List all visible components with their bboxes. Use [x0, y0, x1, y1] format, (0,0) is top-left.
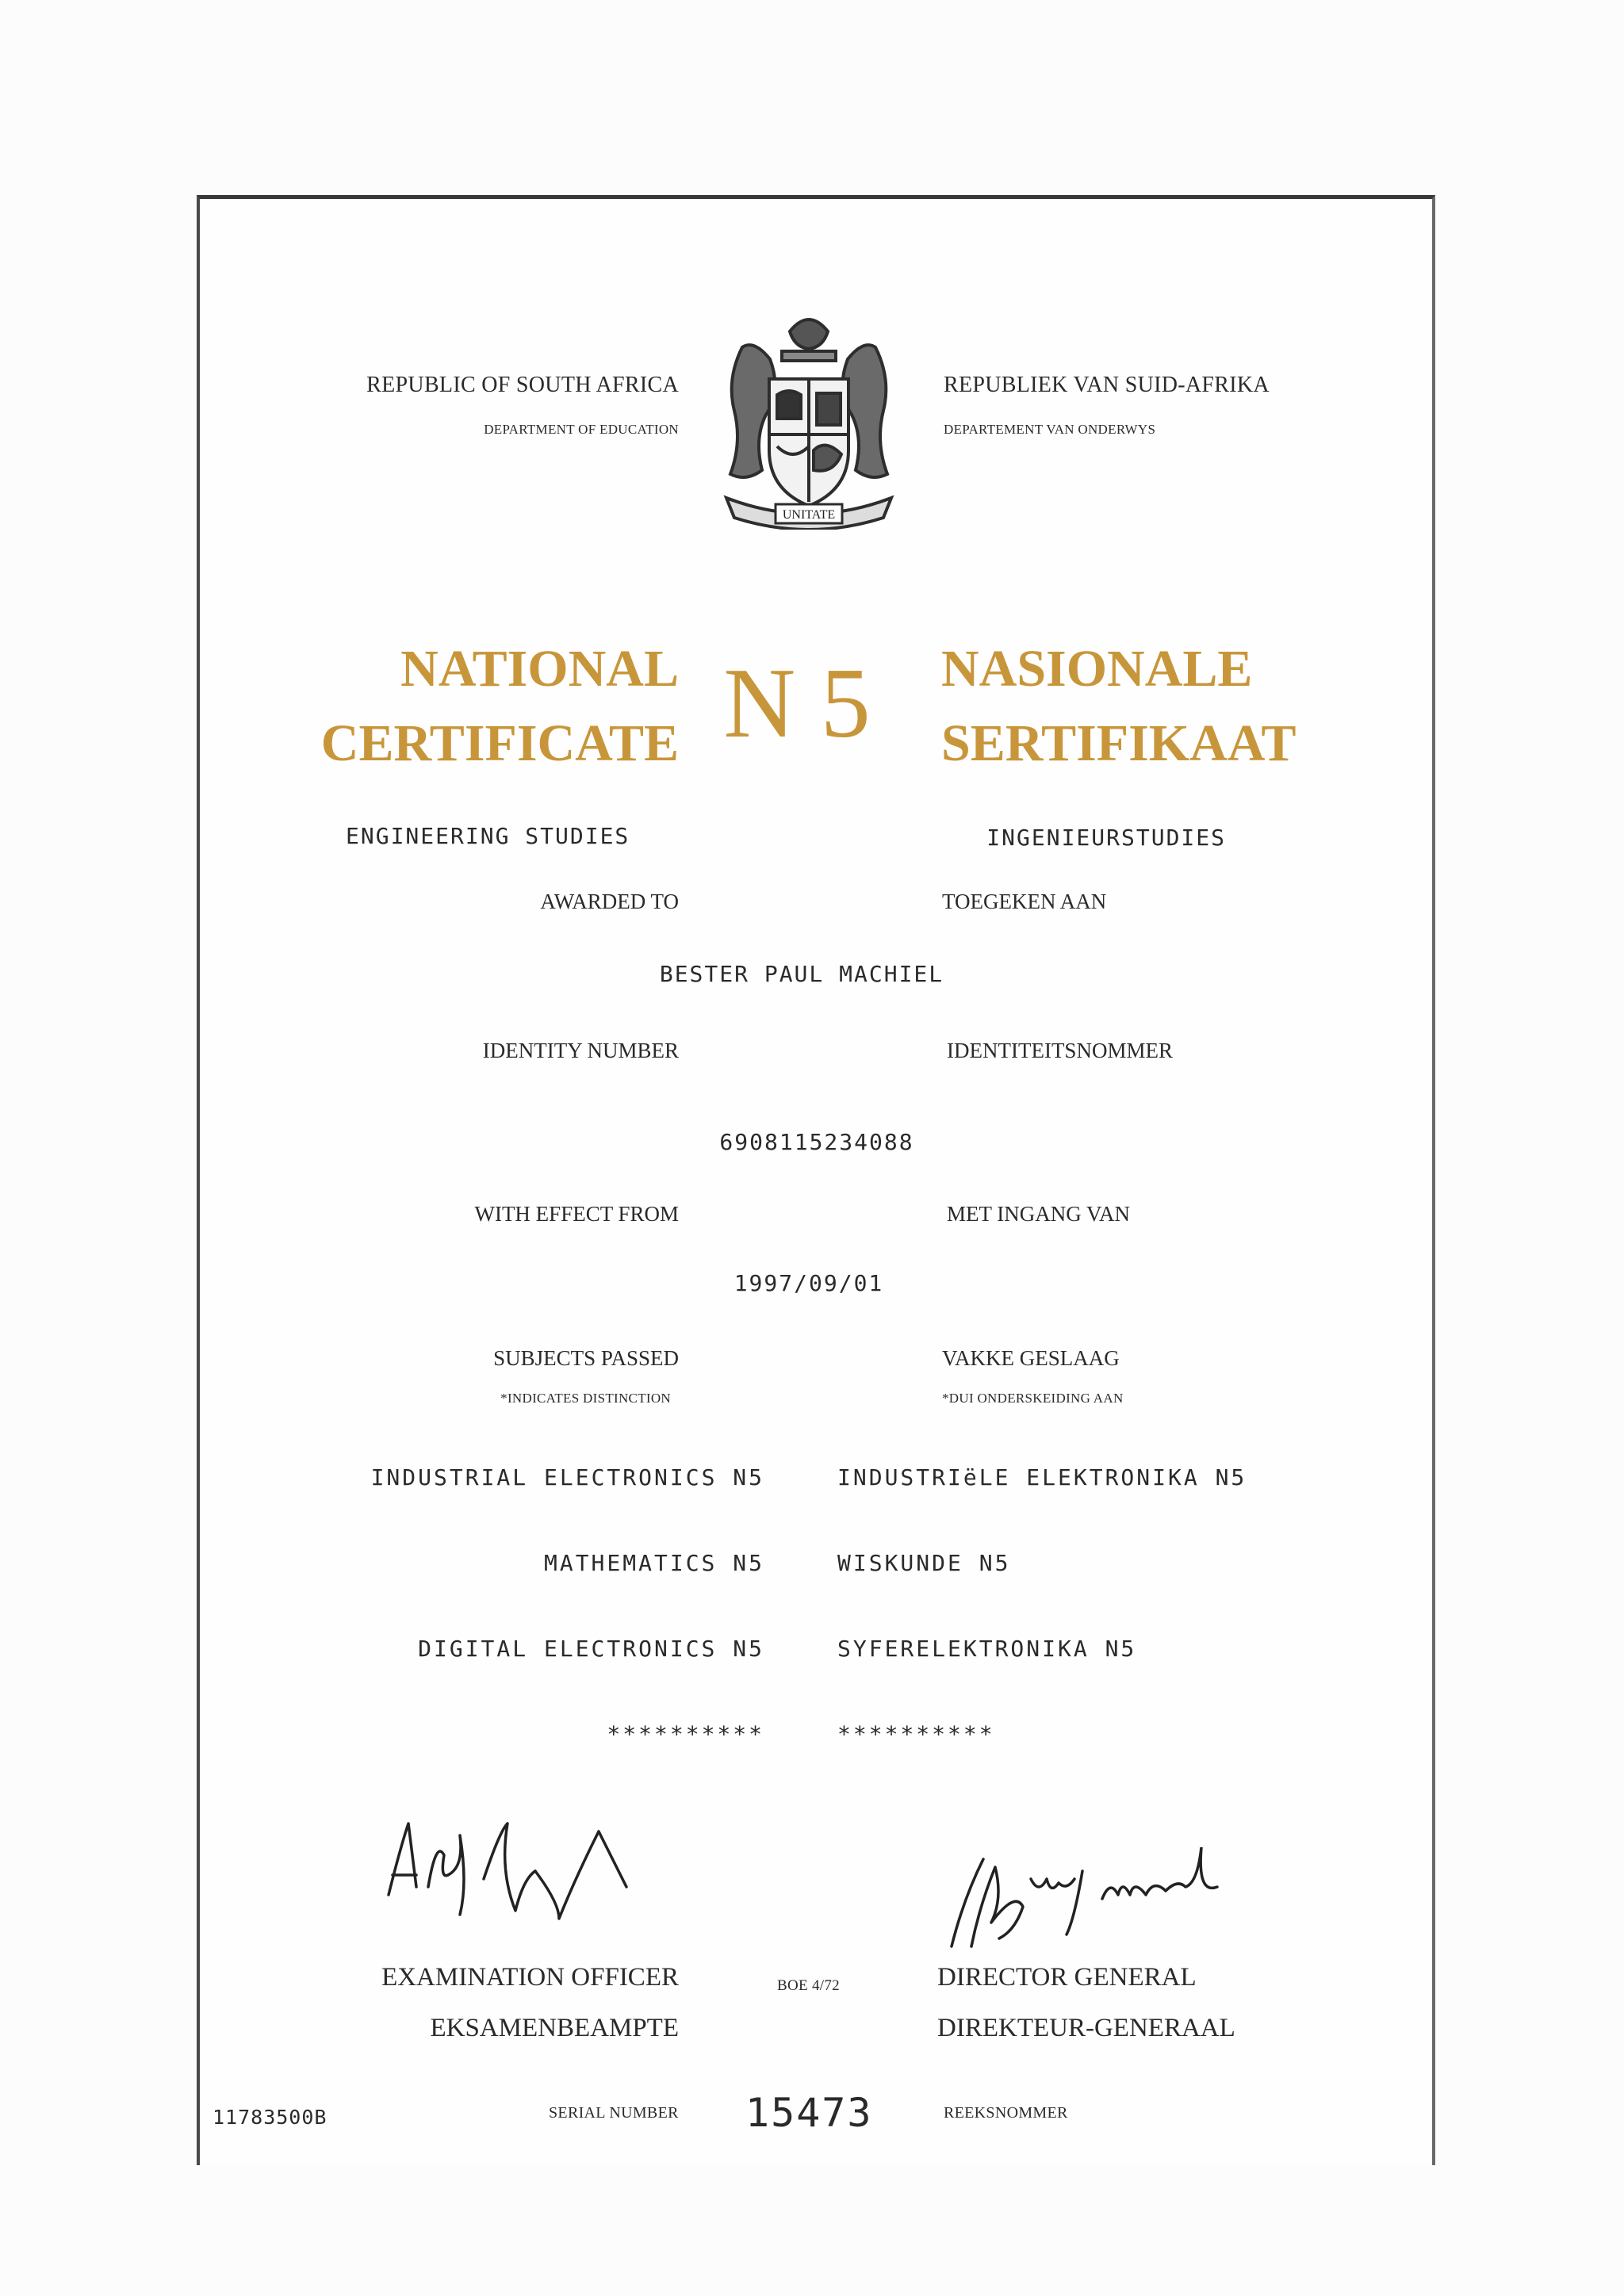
list-item: INDUSTRIAL ELECTRONICS N5	[370, 1464, 764, 1490]
field-en: ENGINEERING STUDIES	[346, 823, 630, 849]
distinction-note-af: *DUI ONDERSKEIDING AAN	[942, 1391, 1124, 1406]
header-country-af: REPUBLIEK VAN SUID-AFRIKA	[944, 373, 1270, 397]
subjects-title-af: VAKKE GESLAAG	[942, 1346, 1120, 1370]
title-nasionale: NASIONALE	[941, 640, 1253, 698]
director-general-title: DIRECTOR GENERAL	[937, 1963, 1197, 1992]
director-general-signature	[936, 1847, 1245, 1958]
serial-label-af: REEKSNOMMER	[944, 2104, 1068, 2122]
header-country-en: REPUBLIC OF SOUTH AFRICA	[366, 373, 679, 397]
list-item: INDUSTRIëLE ELEKTRONIKA N5	[837, 1464, 1247, 1490]
awarded-label-en: AWARDED TO	[540, 890, 679, 913]
list-item: WISKUNDE N5	[837, 1550, 1011, 1576]
header-dept-en: DEPARTMENT OF EDUCATION	[484, 422, 679, 437]
identity-number: 6908115234088	[719, 1129, 914, 1155]
title-sertifikaat: SERTIFIKAAT	[941, 714, 1297, 772]
identity-label-af: IDENTITEITSNOMMER	[947, 1039, 1173, 1062]
effect-date: 1997/09/01	[733, 1270, 884, 1296]
motto-text: UNITATE	[782, 508, 836, 522]
serial-number: 15473	[745, 2090, 873, 2136]
awarded-label-af: TOEGEKEN AAN	[942, 890, 1107, 913]
list-item: **********	[607, 1721, 764, 1747]
serial-label-en: SERIAL NUMBER	[549, 2104, 679, 2122]
subjects-list-af	[837, 1406, 1329, 1777]
effect-label-af: MET INGANG VAN	[947, 1202, 1131, 1226]
title-national: NATIONAL	[400, 640, 679, 698]
effect-label-en: WITH EFFECT FROM	[474, 1202, 679, 1226]
director-general-title-af: DIREKTEUR-GENERAAL	[937, 2014, 1235, 2042]
subjects-title-en: SUBJECTS PASSED	[493, 1346, 679, 1370]
list-item: DIGITAL ELECTRONICS N5	[418, 1636, 764, 1662]
list-item: SYFERELEKTRONIKA N5	[837, 1636, 1137, 1662]
form-code: BOE 4/72	[777, 1977, 840, 1994]
examination-officer-title-af: EKSAMENBEAMPTE	[430, 2014, 679, 2042]
title-certificate: CERTIFICATE	[320, 714, 679, 772]
list-item: **********	[837, 1721, 995, 1747]
examination-officer-signature	[373, 1800, 658, 1934]
certificate-level: N 5	[723, 649, 871, 759]
recipient-name: BESTER PAUL MACHIEL	[659, 961, 944, 987]
header-dept-af: DEPARTEMENT VAN ONDERWYS	[944, 422, 1156, 437]
document-number: 11783500B	[213, 2106, 327, 2129]
distinction-note-en: *INDICATES DISTINCTION	[500, 1391, 671, 1406]
field-af: INGENIEURSTUDIES	[986, 825, 1226, 851]
list-item: MATHEMATICS N5	[543, 1550, 764, 1576]
examination-officer-title: EXAMINATION OFFICER	[381, 1963, 679, 1992]
coat-of-arms-emblem	[710, 300, 907, 530]
subjects-list-en	[317, 1406, 764, 1777]
identity-label-en: IDENTITY NUMBER	[482, 1039, 679, 1062]
